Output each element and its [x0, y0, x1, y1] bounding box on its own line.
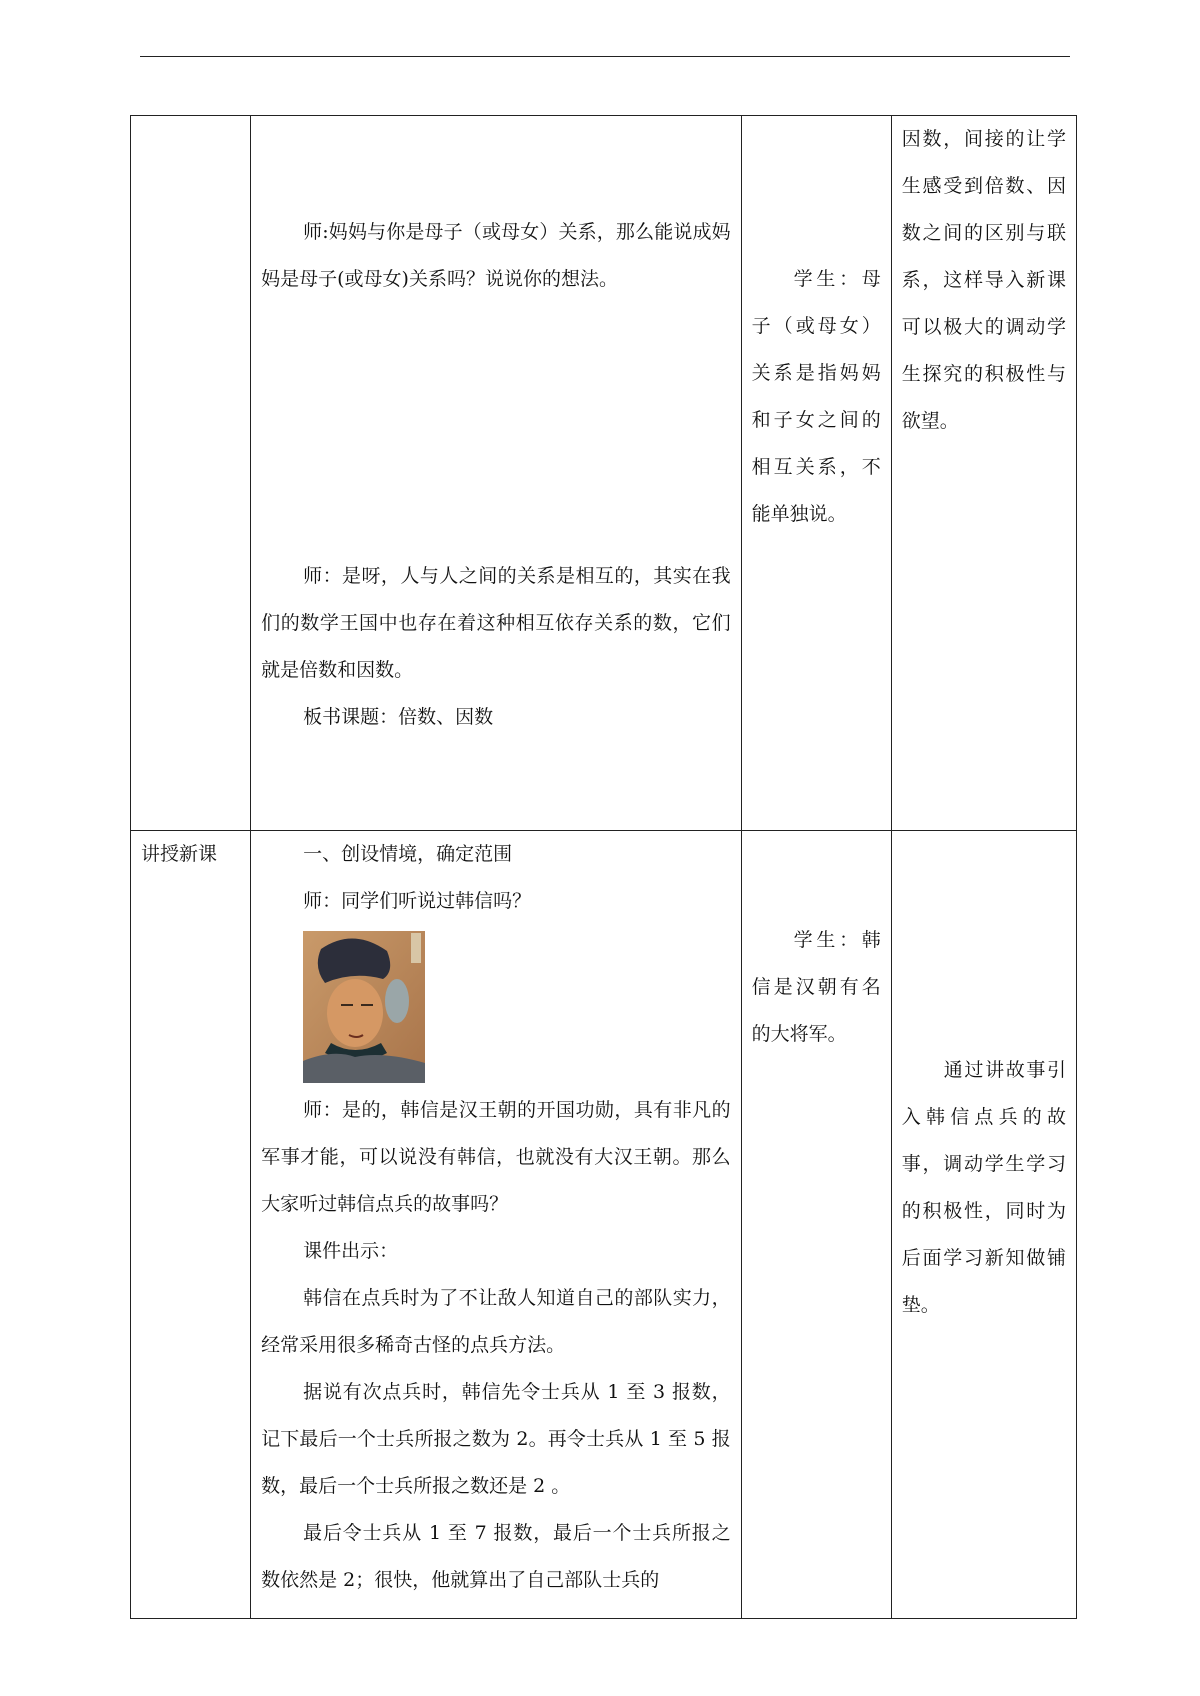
story-paragraph: 最后令士兵从 1 至 7 报数，最后一个士兵所报之数依然是 2；很快，他就算出了自己部队士兵的	[261, 1522, 731, 1591]
header-rule	[140, 56, 1070, 57]
story-paragraph: 韩信在点兵时为了不让敌人知道自己的部队实力，经常采用很多稀奇古怪的点兵方法。	[261, 1287, 731, 1356]
teacher-question: 师:妈妈与你是母子（或母女）关系，那么能说成妈妈是母子(或母女)关系吗？说说你的想法。	[261, 221, 731, 290]
teacher-activity-cell	[251, 116, 742, 831]
student-answer: 学生：母子（或母女）关系是指妈妈和子女之间的相互关系，不能单独说。	[751, 268, 881, 525]
table-row	[131, 831, 1077, 1619]
teacher-story-intro: 师：是的，韩信是汉王朝的开国功勋，具有非凡的军事才能，可以说没有韩信，也就没有大汉王朝。那么大家听过韩信点兵的故事吗？	[261, 1099, 731, 1215]
courseware-label: 课件出示：	[303, 1240, 399, 1262]
teacher-question: 师：同学们听说过韩信吗？	[303, 890, 532, 912]
student-activity-cell	[741, 831, 891, 1619]
design-intent-cell	[891, 831, 1076, 1619]
design-intent: 通过讲故事引入韩信点兵的故事，调动学生学习的积极性，同时为后面学习新知做铺垫。	[901, 1059, 1066, 1316]
board-title: 板书课题：倍数、因数	[303, 706, 494, 728]
section-cell	[131, 116, 251, 831]
teacher-activity-cell	[251, 831, 742, 1619]
teacher-explanation: 师：是呀，人与人之间的关系是相互的，其实在我们的数学王国中也存在着这种相互依存关系的数，它们就是倍数和因数。	[261, 565, 731, 681]
section-label: 讲授新课	[141, 843, 218, 865]
design-intent: 因数，间接的让学生感受到倍数、因数之间的区别与联系，这样导入新课可以极大的调动学生探究的积极性与欲望。	[901, 128, 1066, 432]
section-heading: 一、创设情境，确定范围	[303, 843, 513, 865]
han-xin-portrait	[303, 931, 425, 1083]
section-cell	[131, 831, 251, 1619]
design-intent-cell	[891, 116, 1076, 831]
student-activity-cell	[741, 116, 891, 831]
story-paragraph: 据说有次点兵时，韩信先令士兵从 1 至 3 报数，记下最后一个士兵所报之数为 2。再令士兵从 1 至 5 报数，最后一个士兵所报之数还是 2 。	[261, 1381, 731, 1497]
lesson-plan-table	[130, 115, 1077, 1619]
table-row	[131, 116, 1077, 831]
student-answer: 学生：韩信是汉朝有名的大将军。	[751, 929, 881, 1045]
